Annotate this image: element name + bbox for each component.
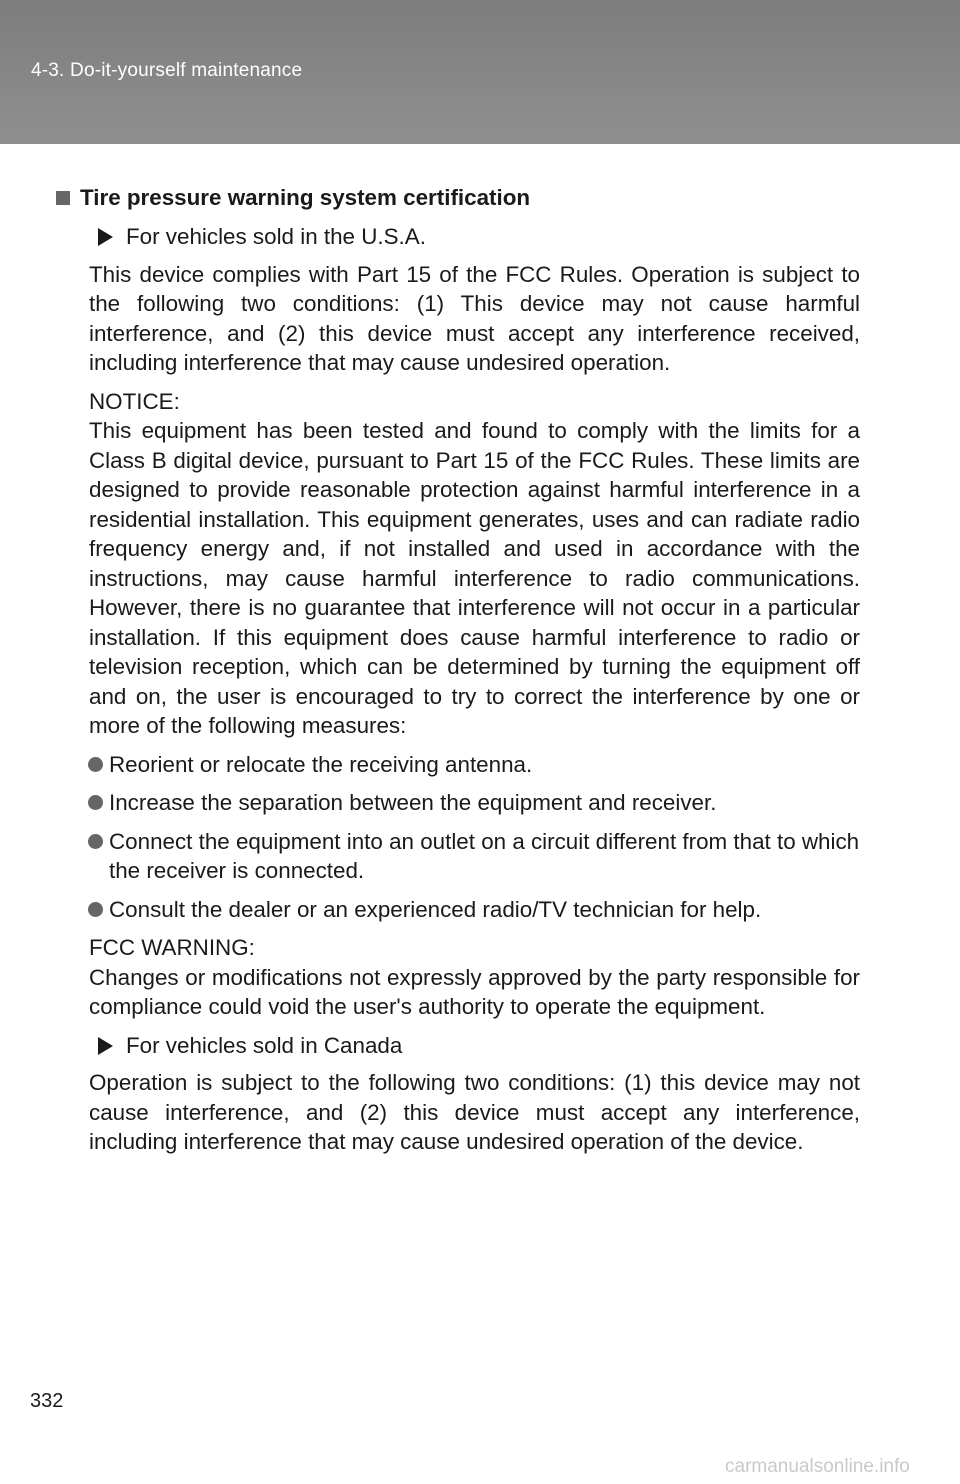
page-header — [0, 0, 960, 144]
circle-bullet-icon — [88, 902, 103, 917]
triangle-arrow-icon — [98, 228, 113, 246]
fcc-warning-block — [89, 933, 860, 1022]
canada-subheading-text: For vehicles sold in Canada — [126, 1032, 403, 1058]
list-item-text: Reorient or relocate the receiving antenna. — [109, 751, 533, 777]
list-item — [89, 750, 860, 780]
canada-subheading — [89, 1031, 860, 1061]
canada-compliance-paragraph: Operation is subject to the following two conditions: (1) this device may not cause interference, and (2) this device must accept any interference, including interference that may cause undesired operation of the device. — [89, 1070, 860, 1154]
page-content — [80, 183, 860, 1166]
usa-subheading-text: For vehicles sold in the U.S.A. — [126, 224, 426, 249]
section-title: 4-3. Do-it-yourself maintenance — [31, 60, 303, 81]
fcc-warning-text: Changes or modifications not expressly approved by the party responsible for compliance could void the user's authority to operate the equipment. — [89, 964, 860, 1019]
notice-block — [89, 387, 860, 741]
list-item-text: Consult the dealer or an experienced radio/TV technician for help. — [109, 896, 762, 922]
list-item-text: Increase the separation between the equipment and receiver. — [109, 790, 717, 815]
circle-bullet-icon — [88, 795, 103, 810]
page-number: 332 — [30, 1390, 64, 1412]
section-heading — [56, 183, 860, 213]
watermark-text: carmanualsonline.info — [725, 1456, 910, 1477]
usa-compliance-paragraph: This device complies with Part 15 of the FCC Rules. Operation is subject to the following two conditions: (1) This device may not cause harmful interference, and (2) this device must accept any interference received, including interference that may cause undesired operation. — [89, 261, 860, 375]
usa-subheading — [89, 222, 860, 252]
list-item-text: Connect the equipment into an outlet on a circuit different from that to which the receiver is connected. — [109, 828, 860, 883]
triangle-arrow-icon — [98, 1037, 113, 1055]
notice-label: NOTICE: — [89, 388, 180, 414]
circle-bullet-icon — [88, 757, 103, 772]
section-heading-text: Tire pressure warning system certification — [80, 185, 531, 210]
list-item — [89, 788, 860, 818]
list-item — [89, 895, 860, 925]
fcc-warning-label: FCC WARNING: — [89, 935, 255, 960]
circle-bullet-icon — [88, 834, 103, 849]
square-bullet-icon — [56, 191, 70, 205]
measures-list — [89, 750, 860, 925]
notice-text: This equipment has been tested and found to comply with the limits for a Class B digital device, pursuant to Part 15 of the FCC Rules. These limits are designed to provide reasonable protection against harmful interference in a residential installation. This equipment generates, uses and can radiate radio frequency energy and, if not installed and used in accordance with the instructions, may cause harmful interference to radio communications. However, there is no guarantee that interference will not occur in a particular installation. If this equipment does cause harmful interference to radio or television reception, which can be determined by turning the equipment off and on, the user is encouraged to try to correct the interference by one or more of the following measures: — [89, 418, 860, 738]
list-item — [89, 827, 860, 886]
